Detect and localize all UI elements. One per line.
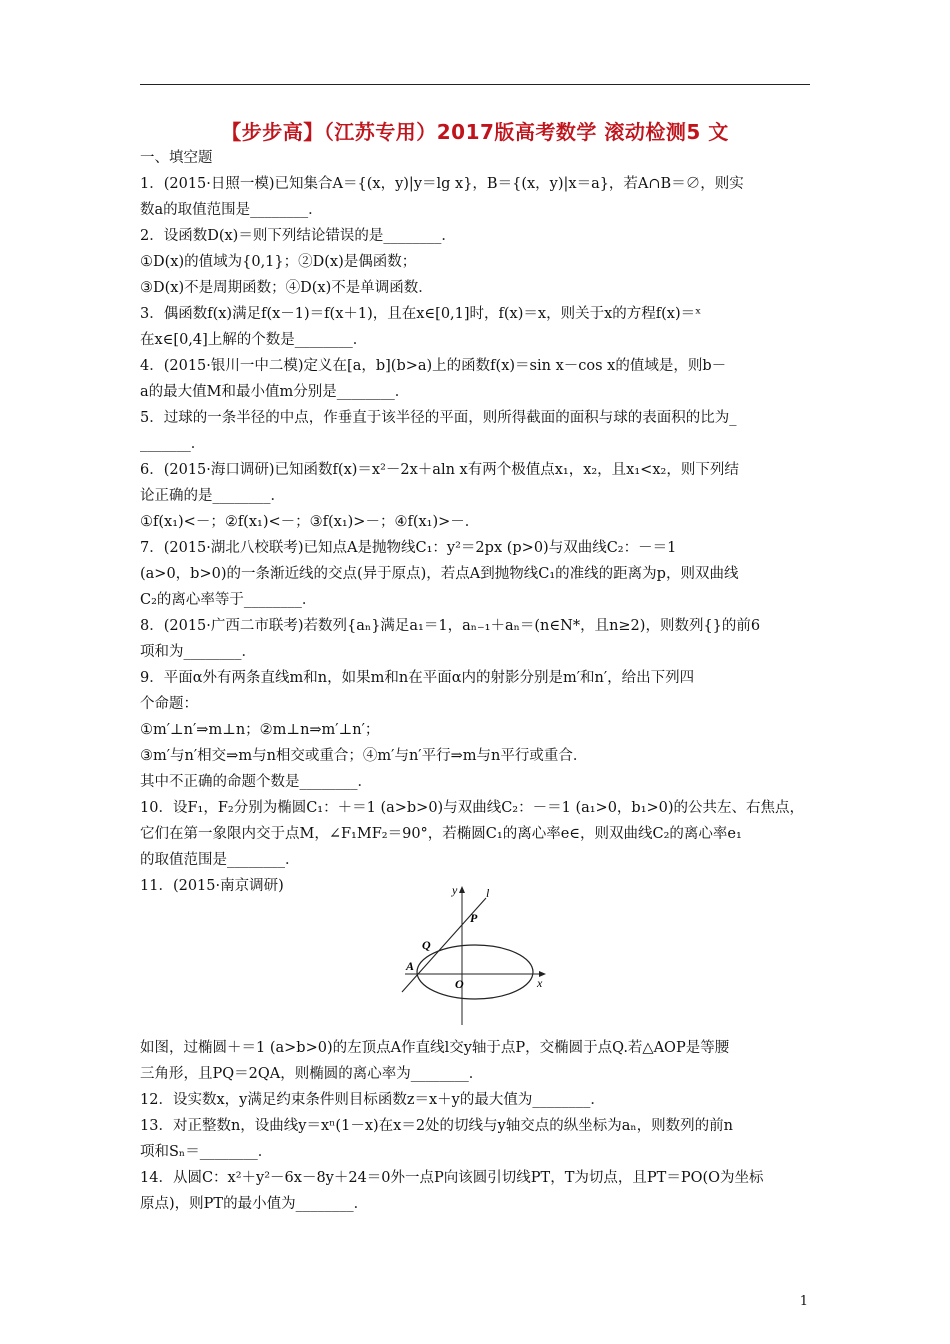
text-line: 11．(2015·南京调研) xyxy=(140,878,284,894)
text-line: 6．(2015·海口调研)已知函数f(x)＝x²－2x＋aln x有两个极值点x₁，x₂，且x₁<x₂，则下列结 xyxy=(140,462,739,478)
text-line: 1．(2015·日照一模)已知集合A＝{(x，y)|y＝lg x}，B＝{(x，y)|x＝a}，若A∩B＝∅，则实 xyxy=(140,176,744,192)
section-heading: 一、填空题 xyxy=(140,150,213,166)
text-line: 10．设F₁，F₂分别为椭圆C₁：＋＝1 (a>b>0)与双曲线C₂：－＝1 (a₁>0，b₁>0)的公共左、右焦点， xyxy=(140,800,805,816)
text-line: 原点)，则PT的最小值为________． xyxy=(140,1196,369,1212)
label-Q: Q xyxy=(422,938,431,952)
text-line: 12．设实数x，y满足约束条件则目标函数z＝x＋y的最大值为________． xyxy=(140,1092,605,1108)
label-P: P xyxy=(470,911,478,925)
header-rule xyxy=(140,84,810,85)
text-line: 3．偶函数f(x)满足f(x－1)＝f(x＋1)，且在x∈[0,1]时，f(x)＝x，则关于x的方程f(x)＝ˣ xyxy=(140,306,702,322)
text-line: 三角形，且PQ＝2QA，则椭圆的离心率为________． xyxy=(140,1066,484,1082)
page-title: 【步步高】（江苏专用）2017版高考数学 滚动检测5 文 xyxy=(221,120,729,144)
text-line: 8．(2015·广西二市联考)若数列{aₙ}满足a₁＝1，aₙ₋₁＋aₙ＝(n∈N*，且n≥2)，则数列{}的前6 xyxy=(140,618,761,634)
text-line: 项和Sₙ＝________． xyxy=(140,1144,273,1160)
label-O: O xyxy=(455,977,464,991)
text-line: 如图，过椭圆＋＝1 (a>b>0)的左顶点A作直线l交y轴于点P，交椭圆于点Q.若△AOP是等腰 xyxy=(140,1040,730,1056)
text-line: 4．(2015·银川一中二模)定义在[a，b](b>a)上的函数f(x)＝sin x－cos x的值域是，则b－ xyxy=(140,358,727,374)
text-line: ①f(x₁)<－；②f(x₁)<－；③f(x₁)>－；④f(x₁)>－． xyxy=(140,514,480,530)
text-line: a的最大值M和最小值m分别是________． xyxy=(140,384,410,400)
text-line: ③D(x)不是周期函数；④D(x)不是单调函数． xyxy=(140,280,433,296)
text-line: 13．对正整数n，设曲线y＝xⁿ(1－x)在x＝2处的切线与y轴交点的纵坐标为aₙ，则数列的前n xyxy=(140,1118,733,1134)
y-axis-arrow xyxy=(459,886,465,893)
text-line: ③m′与n′相交⇒m与n相交或重合；④m′与n′平行⇒m与n平行或重合． xyxy=(140,748,588,764)
ellipse-figure xyxy=(400,880,560,1030)
text-line: 项和为________． xyxy=(140,644,256,660)
text-line: (a>0，b>0)的一条渐近线的交点(异于原点)，若点A到抛物线C₁的准线的距离为p，则双曲线 xyxy=(140,566,739,582)
label-l: l xyxy=(486,886,490,900)
label-y: y xyxy=(452,883,458,897)
text-line: 的取值范围是________． xyxy=(140,852,300,868)
ellipse-curve xyxy=(417,945,533,999)
text-line: ①m′⊥n′⇒m⊥n；②m⊥n⇒m′⊥n′； xyxy=(140,722,380,738)
page-number: 1 xyxy=(799,1294,808,1309)
text-line: C₂的离心率等于________． xyxy=(140,592,317,608)
text-line: 它们在第一象限内交于点M，∠F₁MF₂＝90°，若椭圆C₁的离心率e∈，则双曲线C₂的离心率e₁ xyxy=(140,826,742,842)
label-A: A xyxy=(406,959,415,973)
text-line: 在x∈[0,4]上解的个数是________． xyxy=(140,332,368,348)
text-line: ①D(x)的值域为{0,1}；②D(x)是偶函数； xyxy=(140,254,417,270)
text-line: 其中不正确的命题个数是________． xyxy=(140,774,372,790)
label-x: x xyxy=(537,976,543,990)
text-line: 数a的取值范围是________． xyxy=(140,202,323,218)
text-line: 9．平面α外有两条直线m和n，如果m和n在平面α内的射影分别是m′和n′，给出下列四 xyxy=(140,670,695,686)
text-line: 2．设函数D(x)＝则下列结论错误的是________． xyxy=(140,228,456,244)
text-line: 7．(2015·湖北八校联考)已知点A是抛物线C₁：y²＝2px (p>0)与双曲线C₂：－＝1 xyxy=(140,540,677,556)
text-line: _______． xyxy=(140,436,206,452)
text-line: 5．过球的一条半径的中点，作垂直于该半径的平面，则所得截面的面积与球的表面积的比为_ xyxy=(140,410,737,426)
text-line: 论正确的是________． xyxy=(140,488,285,504)
text-line: 14．从圆C：x²＋y²－6x－8y＋24＝0外一点P向该圆引切线PT，T为切点，且PT＝PO(O为坐标 xyxy=(140,1170,764,1186)
text-line: 个命题： xyxy=(140,696,198,712)
